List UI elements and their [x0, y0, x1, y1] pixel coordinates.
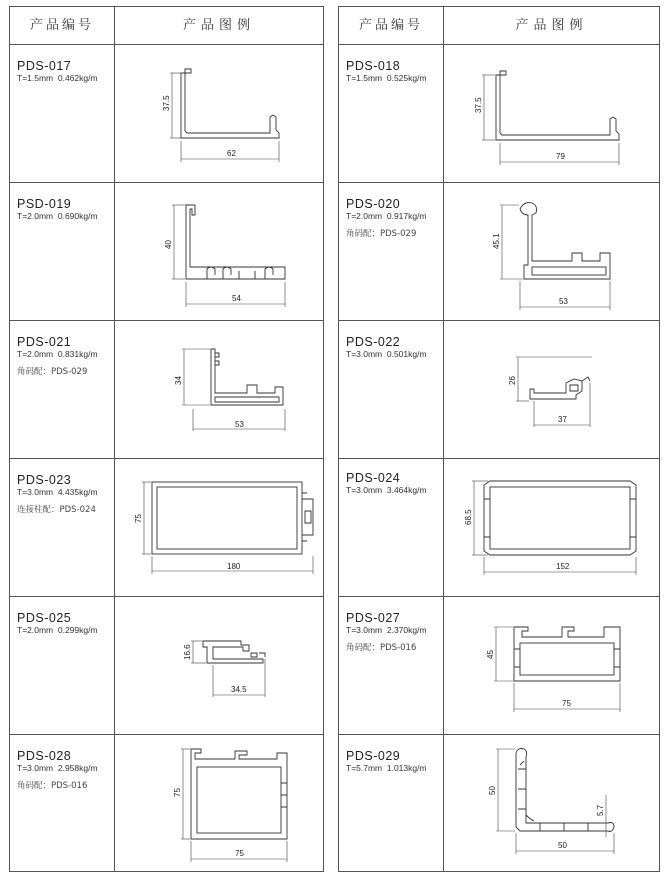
product-info-cell — [10, 45, 115, 182]
catalog-table-left — [9, 6, 324, 872]
product-info-cell — [10, 597, 115, 734]
product-row-pds-022 — [339, 321, 659, 459]
product-spec: T=2.0mm 0.917kg/m — [346, 211, 427, 221]
product-row-pds-020 — [339, 183, 659, 321]
figure-column-header: 产品图例 — [182, 18, 255, 33]
product-figure-cell — [115, 45, 323, 182]
dimension-height-label: 37.5 — [162, 95, 171, 111]
product-spec: T=1.5mm 0.525kg/m — [346, 73, 427, 83]
profile-drawing-pds-025 — [115, 597, 323, 734]
product-figure-cell — [115, 183, 323, 320]
product-info-cell — [10, 459, 115, 596]
product-row-pds-017 — [10, 45, 323, 183]
product-row-pds-021 — [10, 321, 323, 459]
table-header — [339, 7, 659, 45]
product-figure-cell — [115, 735, 323, 872]
dimension-height-label: 34 — [174, 376, 183, 385]
product-code: PDS-020 — [346, 197, 401, 211]
profile-drawing-pds-028 — [115, 735, 323, 872]
product-spec: T=2.0mm 0.831kg/m — [17, 349, 98, 359]
product-spec: T=5.7mm 1.013kg/m — [346, 763, 427, 773]
profile-outline — [514, 627, 620, 681]
dimension-width-label: 34.5 — [231, 685, 247, 694]
product-figure-cell — [444, 45, 659, 182]
product-figure-cell — [115, 597, 323, 734]
dimension-width-label: 37 — [558, 415, 567, 424]
profile-drawing-psd-019 — [115, 183, 323, 320]
product-spec: T=2.0mm 0.299kg/m — [17, 625, 98, 635]
dimension-thickness-label: 5.7 — [596, 804, 605, 816]
profile-outline — [203, 641, 263, 663]
product-figure-cell — [444, 321, 659, 458]
product-row-pds-023 — [10, 459, 323, 597]
product-figure-cell — [115, 321, 323, 458]
product-code: PDS-023 — [17, 473, 72, 487]
dimension-height-label: 75 — [134, 514, 143, 523]
dimension-height-label: 75 — [173, 788, 182, 797]
dimension-width-label: 180 — [227, 562, 241, 571]
profile-drawing-pds-029 — [444, 735, 659, 872]
product-spec: T=3.0mm 2.370kg/m — [346, 625, 427, 635]
figure-column-header: 产品图例 — [515, 18, 588, 33]
profile-outline — [496, 71, 619, 140]
dimension-width-label: 79 — [556, 152, 565, 161]
profile-drawing-pds-020 — [444, 183, 659, 320]
product-row-pds-028 — [10, 735, 323, 872]
product-info-cell — [10, 183, 115, 320]
product-figure-cell — [444, 459, 659, 596]
product-info-cell — [339, 735, 444, 872]
dimension-height-label: 50 — [488, 786, 497, 795]
profile-drawing-pds-027 — [444, 597, 659, 734]
dimension-width-label: 62 — [227, 149, 236, 158]
product-code: PSD-019 — [17, 197, 72, 211]
product-code: PDS-022 — [346, 335, 401, 349]
dimension-width-label: 75 — [562, 699, 571, 708]
profile-outline — [181, 69, 279, 138]
product-code: PDS-029 — [346, 749, 401, 763]
product-note: 角码配：PDS-016 — [17, 781, 88, 791]
profile-outline — [520, 203, 610, 279]
dimension-height-label: 40 — [164, 240, 173, 249]
product-code: PDS-017 — [17, 59, 72, 73]
product-code: PDS-028 — [17, 749, 72, 763]
dimension-height-label: 68.5 — [464, 509, 473, 525]
code-column-header: 产品编号 — [339, 7, 444, 44]
product-code: PDS-021 — [17, 335, 72, 349]
product-code: PDS-024 — [346, 471, 401, 485]
product-note: 连接柱配：PDS-024 — [17, 505, 96, 515]
product-code: PDS-025 — [17, 611, 72, 625]
profile-drawing-pds-018 — [444, 45, 659, 182]
product-row-pds-018 — [339, 45, 659, 183]
product-figure-cell — [115, 459, 323, 596]
product-info-cell — [339, 321, 444, 458]
table-header — [10, 7, 323, 45]
product-note: 角码配：PDS-016 — [346, 643, 417, 653]
product-note: 角码配：PDS-029 — [346, 229, 417, 239]
product-spec: T=3.0mm 2.958kg/m — [17, 763, 98, 773]
profile-outline — [484, 481, 636, 555]
dimension-width-label: 53 — [559, 297, 568, 306]
product-code: PDS-027 — [346, 611, 401, 625]
dimension-height-label: 26 — [508, 376, 517, 385]
product-spec: T=3.0mm 4.435kg/m — [17, 487, 98, 497]
product-row-pds-025 — [10, 597, 323, 735]
dimension-width-label: 50 — [558, 841, 567, 850]
dimension-height-label: 37.5 — [474, 97, 483, 113]
product-code: PDS-018 — [346, 59, 401, 73]
dimension-height-label: 16.6 — [183, 644, 192, 660]
profile-drawing-pds-017 — [115, 45, 323, 182]
profile-outline — [152, 482, 302, 554]
product-info-cell — [339, 45, 444, 182]
code-column-header: 产品编号 — [10, 7, 115, 44]
product-row-psd-019 — [10, 183, 323, 321]
catalog-table-right — [338, 6, 660, 872]
product-row-pds-029 — [339, 735, 659, 872]
product-info-cell — [339, 183, 444, 320]
product-spec: T=2.0mm 0.690kg/m — [17, 211, 98, 221]
product-figure-cell — [444, 597, 659, 734]
product-figure-cell — [444, 183, 659, 320]
product-info-cell — [339, 597, 444, 734]
dimension-width-label: 53 — [235, 420, 244, 429]
product-figure-cell — [444, 735, 659, 872]
profile-outline — [530, 379, 582, 399]
product-info-cell — [10, 735, 115, 872]
dimension-height-label: 45.1 — [492, 233, 501, 249]
profile-drawing-pds-023 — [115, 459, 323, 596]
profile-drawing-pds-021 — [115, 321, 323, 458]
product-spec: T=3.0mm 3.464kg/m — [346, 485, 427, 495]
dimension-width-label: 54 — [232, 294, 241, 303]
profile-drawing-pds-024 — [444, 459, 659, 596]
dimension-height-label: 45 — [486, 650, 495, 659]
product-info-cell — [339, 459, 444, 596]
profile-outline — [186, 205, 285, 279]
profile-drawing-pds-022 — [444, 321, 659, 458]
dimension-width-label: 75 — [235, 849, 244, 858]
profile-outline — [191, 749, 287, 839]
product-spec: T=1.5mm 0.462kg/m — [17, 73, 98, 83]
dimension-width-label: 152 — [556, 562, 570, 571]
product-note: 角码配：PDS-029 — [17, 367, 88, 377]
product-row-pds-027 — [339, 597, 659, 735]
product-row-pds-024 — [339, 459, 659, 597]
product-spec: T=3.0mm 0.501kg/m — [346, 349, 427, 359]
product-info-cell — [10, 321, 115, 458]
